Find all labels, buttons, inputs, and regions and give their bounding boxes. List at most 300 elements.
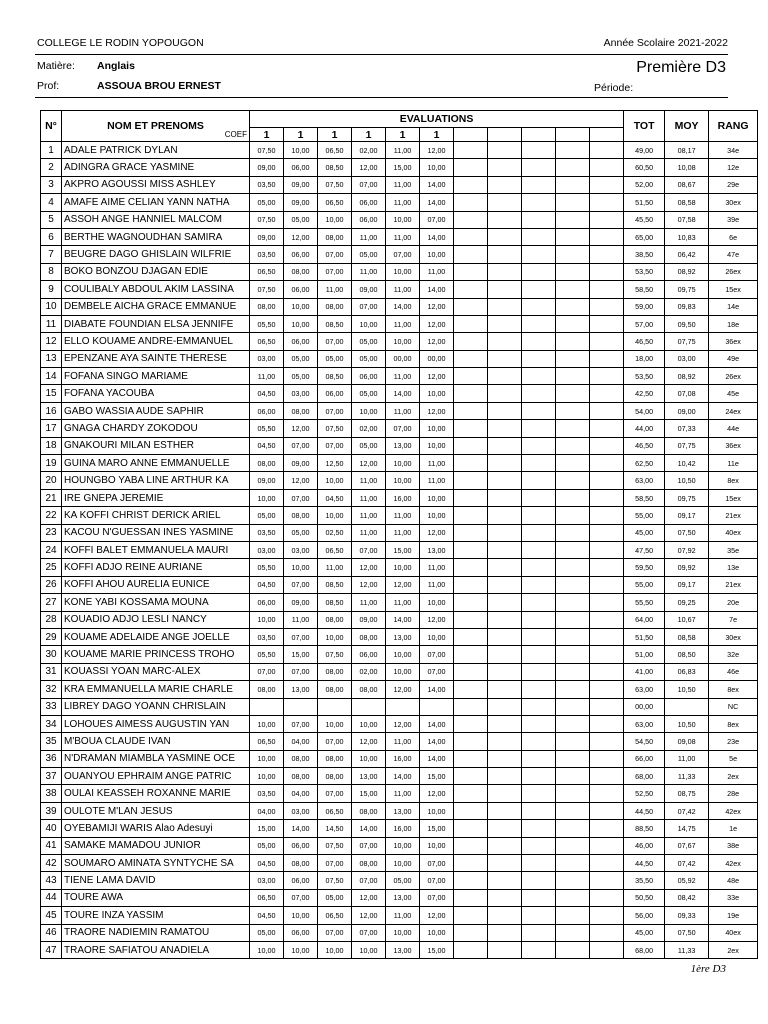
empty-grade-cell — [488, 455, 522, 472]
average-cell: 07,42 — [665, 802, 709, 819]
grade-cell: 04,50 — [250, 385, 284, 402]
grade-cell: 07,00 — [318, 733, 352, 750]
grade-cell: 05,50 — [250, 420, 284, 437]
grade-cell: 06,50 — [318, 802, 352, 819]
student-name: KRA EMMANUELLA MARIE CHARLE — [62, 681, 250, 698]
rank-cell: 36ex — [709, 437, 758, 454]
grade-cell: 07,50 — [318, 646, 352, 663]
grade-cell: 12,00 — [420, 785, 454, 802]
grade-cell: 11,00 — [386, 142, 420, 159]
total-cell: 44,50 — [624, 855, 665, 872]
grade-cell: 07,00 — [420, 889, 454, 906]
student-name: IRE GNEPA JEREMIE — [62, 489, 250, 506]
row-number: 42 — [41, 855, 62, 872]
grade-cell: 10,00 — [284, 315, 318, 332]
row-number: 15 — [41, 385, 62, 402]
total-cell: 42,50 — [624, 385, 665, 402]
grade-cell: 08,00 — [352, 855, 386, 872]
empty-grade-cell — [590, 420, 624, 437]
grade-cell: 13,00 — [386, 437, 420, 454]
rank-cell: 26ex — [709, 263, 758, 280]
grade-cell: 05,00 — [250, 924, 284, 941]
empty-grade-cell — [522, 315, 556, 332]
row-number: 31 — [41, 663, 62, 680]
empty-grade-cell — [590, 402, 624, 419]
grade-cell: 12,00 — [420, 402, 454, 419]
empty-grade-cell — [488, 802, 522, 819]
period-label: Période: — [594, 82, 634, 94]
grade-cell: 12,00 — [284, 228, 318, 245]
total-cell: 51,50 — [624, 628, 665, 645]
tot-header: TOT — [624, 111, 665, 142]
student-name: BEUGRE DAGO GHISLAIN WILFRIE — [62, 246, 250, 263]
empty-grade-cell — [454, 646, 488, 663]
empty-grade-cell — [522, 142, 556, 159]
header-divider-2 — [35, 97, 728, 98]
total-cell: 58,50 — [624, 489, 665, 506]
empty-grade-cell — [454, 611, 488, 628]
grade-cell: 10,00 — [250, 768, 284, 785]
grade-cell: 15,00 — [250, 820, 284, 837]
row-number: 33 — [41, 698, 62, 715]
grade-cell: 14,00 — [420, 281, 454, 298]
grade-cell: 12,00 — [420, 298, 454, 315]
student-name: AKPRO AGOUSSI MISS ASHLEY — [62, 176, 250, 193]
total-cell: 63,00 — [624, 472, 665, 489]
average-cell: 07,67 — [665, 837, 709, 854]
grade-cell: 14,00 — [352, 820, 386, 837]
table-row — [41, 715, 758, 732]
empty-grade-cell — [488, 437, 522, 454]
empty-grade-cell — [522, 402, 556, 419]
student-name: KONE YABI KOSSAMA MOUNA — [62, 594, 250, 611]
empty-grade-cell — [556, 768, 590, 785]
empty-grade-cell — [488, 402, 522, 419]
empty-grade-cell — [556, 455, 590, 472]
grade-cell: 08,00 — [318, 681, 352, 698]
average-cell — [665, 698, 709, 715]
average-cell: 08,17 — [665, 142, 709, 159]
row-number: 23 — [41, 524, 62, 541]
empty-grade-cell — [522, 194, 556, 211]
empty-grade-cell — [522, 646, 556, 663]
grade-cell — [386, 698, 420, 715]
empty-grade-cell — [556, 420, 590, 437]
table-row — [41, 872, 758, 889]
student-name: OULAI KEASSEH ROXANNE MARIE — [62, 785, 250, 802]
grade-cell: 10,00 — [318, 507, 352, 524]
grade-cell: 07,00 — [318, 924, 352, 941]
grade-cell: 07,00 — [318, 855, 352, 872]
empty-grade-cell — [590, 385, 624, 402]
grade-cell: 14,50 — [318, 820, 352, 837]
grade-cell: 06,50 — [318, 142, 352, 159]
empty-grade-cell — [556, 333, 590, 350]
empty-grade-cell — [522, 368, 556, 385]
grade-cell: 10,00 — [386, 263, 420, 280]
rank-cell: 14e — [709, 298, 758, 315]
grade-cell: 08,00 — [284, 507, 318, 524]
empty-grade-cell — [556, 298, 590, 315]
empty-grade-cell — [454, 350, 488, 367]
empty-grade-cell — [454, 489, 488, 506]
empty-grade-cell — [590, 298, 624, 315]
student-name: N'DRAMAN MIAMBLA YASMINE OCE — [62, 750, 250, 767]
empty-grade-cell — [556, 142, 590, 159]
average-cell: 08,75 — [665, 785, 709, 802]
grade-cell: 12,00 — [284, 472, 318, 489]
empty-grade-cell — [454, 628, 488, 645]
grade-cell — [420, 698, 454, 715]
table-row — [41, 802, 758, 819]
table-row — [41, 507, 758, 524]
table-row — [41, 489, 758, 506]
empty-grade-cell — [522, 907, 556, 924]
empty-grade-cell — [488, 385, 522, 402]
row-number: 34 — [41, 715, 62, 732]
empty-grade-cell — [556, 889, 590, 906]
grade-cell: 10,00 — [250, 750, 284, 767]
grade-cell: 15,00 — [284, 646, 318, 663]
grade-cell: 04,50 — [250, 437, 284, 454]
rank-cell: 26ex — [709, 368, 758, 385]
student-name: LIBREY DAGO YOANN CHRISLAIN — [62, 698, 250, 715]
student-name: OYEBAMIJI WARIS Alao Adesuyi — [62, 820, 250, 837]
total-cell: 55,50 — [624, 594, 665, 611]
student-name: COULIBALY ABDOUL AKIM LASSINA — [62, 281, 250, 298]
total-cell: 45,00 — [624, 924, 665, 941]
grade-cell: 07,00 — [284, 628, 318, 645]
empty-grade-cell — [590, 837, 624, 854]
grade-cell: 16,00 — [386, 750, 420, 767]
empty-grade-cell — [522, 263, 556, 280]
student-name: KOUADIO ADJO LESLI NANCY — [62, 611, 250, 628]
empty-grade-cell — [488, 489, 522, 506]
empty-grade-cell — [556, 837, 590, 854]
average-cell: 09,17 — [665, 507, 709, 524]
rank-cell: 21ex — [709, 507, 758, 524]
grade-cell: 11,00 — [284, 611, 318, 628]
grade-cell: 08,50 — [318, 159, 352, 176]
table-row — [41, 142, 758, 159]
table-row — [41, 524, 758, 541]
grade-cell: 11,00 — [386, 594, 420, 611]
empty-grade-cell — [590, 750, 624, 767]
row-number: 47 — [41, 941, 62, 958]
average-cell: 11,33 — [665, 768, 709, 785]
grade-cell: 15,00 — [420, 941, 454, 958]
empty-grade-cell — [522, 941, 556, 958]
grade-cell: 12,00 — [352, 733, 386, 750]
empty-grade-cell — [590, 594, 624, 611]
empty-grade-cell — [590, 889, 624, 906]
grade-cell: 13,00 — [420, 541, 454, 558]
grade-cell — [352, 698, 386, 715]
empty-grade-cell — [488, 768, 522, 785]
empty-grade-cell — [454, 733, 488, 750]
empty-grade-cell — [590, 681, 624, 698]
average-cell: 07,33 — [665, 420, 709, 437]
average-cell: 07,50 — [665, 924, 709, 941]
grade-cell: 10,00 — [250, 941, 284, 958]
grade-cell: 10,00 — [386, 472, 420, 489]
grade-cell: 11,00 — [386, 368, 420, 385]
grade-cell: 03,00 — [284, 541, 318, 558]
table-row — [41, 437, 758, 454]
table-row — [41, 298, 758, 315]
grade-cell: 14,00 — [284, 820, 318, 837]
grade-cell: 08,00 — [250, 298, 284, 315]
empty-grade-cell — [488, 889, 522, 906]
empty-grade-cell — [590, 281, 624, 298]
row-number: 8 — [41, 263, 62, 280]
grade-cell: 14,00 — [420, 715, 454, 732]
row-number: 1 — [41, 142, 62, 159]
grade-cell: 07,00 — [284, 576, 318, 593]
grade-cell: 10,00 — [420, 594, 454, 611]
empty-grade-cell — [522, 855, 556, 872]
grades-body — [41, 142, 758, 959]
grade-cell: 10,00 — [318, 715, 352, 732]
empty-grade-cell — [522, 611, 556, 628]
rank-cell: 28e — [709, 785, 758, 802]
rank-cell: 42ex — [709, 802, 758, 819]
empty-grade-cell — [556, 281, 590, 298]
prof-value: ASSOUA BROU ERNEST — [97, 80, 221, 92]
empty-grade-cell — [522, 820, 556, 837]
rank-cell: 30ex — [709, 194, 758, 211]
row-number: 17 — [41, 420, 62, 437]
empty-grade-cell — [590, 333, 624, 350]
empty-grade-cell — [556, 855, 590, 872]
empty-grade-cell — [454, 402, 488, 419]
empty-grade-cell — [556, 194, 590, 211]
grade-cell: 10,00 — [386, 663, 420, 680]
average-cell: 10,50 — [665, 681, 709, 698]
empty-grade-cell — [454, 768, 488, 785]
row-number: 25 — [41, 559, 62, 576]
total-cell: 46,50 — [624, 437, 665, 454]
grade-cell: 05,00 — [284, 350, 318, 367]
grade-cell: 05,00 — [352, 350, 386, 367]
total-cell: 50,50 — [624, 889, 665, 906]
empty-grade-cell — [590, 941, 624, 958]
row-number: 5 — [41, 211, 62, 228]
footer-class-label: 1ère D3 — [690, 963, 726, 975]
grade-cell: 07,00 — [318, 333, 352, 350]
rank-cell: 20e — [709, 594, 758, 611]
grade-cell: 07,00 — [284, 889, 318, 906]
coef-cell: 1 — [420, 128, 454, 142]
grade-cell: 06,00 — [284, 281, 318, 298]
grade-cell: 07,50 — [318, 837, 352, 854]
grade-cell: 07,00 — [284, 437, 318, 454]
grade-cell: 14,00 — [386, 611, 420, 628]
total-cell: 45,00 — [624, 524, 665, 541]
rank-cell: 47e — [709, 246, 758, 263]
student-name: GNAKOURI MILAN ESTHER — [62, 437, 250, 454]
rank-cell: 1e — [709, 820, 758, 837]
total-cell: 45,50 — [624, 211, 665, 228]
moy-header: MOY — [665, 111, 709, 142]
empty-grade-cell — [522, 246, 556, 263]
rank-cell: 48e — [709, 872, 758, 889]
grade-cell: 09,00 — [352, 281, 386, 298]
average-cell: 10,50 — [665, 715, 709, 732]
grade-cell: 12,00 — [352, 455, 386, 472]
average-cell: 06,83 — [665, 663, 709, 680]
student-name: GNAGA CHARDY ZOKODOU — [62, 420, 250, 437]
grade-cell: 07,00 — [284, 489, 318, 506]
student-name: KA KOFFI CHRIST DERICK ARIEL — [62, 507, 250, 524]
table-row — [41, 472, 758, 489]
grade-cell: 10,00 — [284, 907, 318, 924]
empty-grade-cell — [590, 715, 624, 732]
grade-cell: 10,00 — [420, 489, 454, 506]
rank-cell: 11e — [709, 455, 758, 472]
average-cell: 09,08 — [665, 733, 709, 750]
table-row — [41, 837, 758, 854]
rank-cell: 44e — [709, 420, 758, 437]
table-row — [41, 385, 758, 402]
rank-cell: NC — [709, 698, 758, 715]
grade-cell: 10,00 — [420, 420, 454, 437]
school-name: COLLEGE LE RODIN YOPOUGON — [37, 37, 204, 49]
empty-grade-cell — [522, 628, 556, 645]
grade-cell: 11,00 — [352, 472, 386, 489]
class-title: Première D3 — [636, 59, 726, 76]
average-cell: 07,75 — [665, 333, 709, 350]
average-cell: 06,42 — [665, 246, 709, 263]
grade-cell: 13,00 — [284, 681, 318, 698]
total-cell: 00,00 — [624, 698, 665, 715]
empty-grade-cell — [590, 228, 624, 245]
grade-cell: 06,00 — [250, 594, 284, 611]
table-row — [41, 698, 758, 715]
total-cell: 38,50 — [624, 246, 665, 263]
average-cell: 03,00 — [665, 350, 709, 367]
grade-cell: 04,50 — [318, 489, 352, 506]
student-name: ADINGRA GRACE YASMINE — [62, 159, 250, 176]
average-cell: 09,75 — [665, 281, 709, 298]
grade-cell: 08,00 — [284, 263, 318, 280]
student-name: TRAORE NADIEMIN RAMATOU — [62, 924, 250, 941]
empty-grade-cell — [454, 524, 488, 541]
empty-grade-cell — [556, 263, 590, 280]
grade-cell: 05,00 — [352, 385, 386, 402]
empty-grade-cell — [454, 698, 488, 715]
grade-cell: 11,00 — [420, 455, 454, 472]
empty-grade-cell — [454, 785, 488, 802]
total-cell: 53,50 — [624, 263, 665, 280]
coef-cell — [556, 128, 590, 142]
grade-cell: 10,00 — [250, 611, 284, 628]
empty-grade-cell — [522, 889, 556, 906]
grade-cell: 07,00 — [318, 785, 352, 802]
table-row — [41, 611, 758, 628]
grade-cell: 14,00 — [420, 681, 454, 698]
grade-cell: 02,00 — [352, 142, 386, 159]
empty-grade-cell — [522, 733, 556, 750]
grade-cell: 11,00 — [318, 559, 352, 576]
empty-grade-cell — [556, 924, 590, 941]
grade-cell — [284, 698, 318, 715]
grade-cell: 06,00 — [352, 646, 386, 663]
grade-cell: 12,00 — [352, 159, 386, 176]
table-row — [41, 820, 758, 837]
total-cell: 52,00 — [624, 176, 665, 193]
grade-cell: 11,00 — [420, 263, 454, 280]
grade-cell: 08,00 — [284, 750, 318, 767]
total-cell: 88,50 — [624, 820, 665, 837]
grade-cell: 05,00 — [250, 194, 284, 211]
empty-grade-cell — [522, 472, 556, 489]
row-number: 19 — [41, 455, 62, 472]
empty-grade-cell — [488, 472, 522, 489]
table-row — [41, 176, 758, 193]
empty-grade-cell — [454, 315, 488, 332]
grade-cell: 12,00 — [420, 524, 454, 541]
row-number: 22 — [41, 507, 62, 524]
grade-cell: 10,00 — [420, 802, 454, 819]
student-name: AMAFE AIME CELIAN YANN NATHA — [62, 194, 250, 211]
average-cell: 10,67 — [665, 611, 709, 628]
empty-grade-cell — [522, 159, 556, 176]
grade-cell: 10,00 — [420, 837, 454, 854]
student-name: HOUNGBO YABA LINE ARTHUR KA — [62, 472, 250, 489]
student-name: GUINA MARO ANNE EMMANUELLE — [62, 455, 250, 472]
average-cell: 08,92 — [665, 263, 709, 280]
total-cell: 59,50 — [624, 559, 665, 576]
empty-grade-cell — [488, 315, 522, 332]
empty-grade-cell — [488, 872, 522, 889]
empty-grade-cell — [522, 698, 556, 715]
grade-cell: 11,00 — [386, 315, 420, 332]
total-cell: 51,50 — [624, 194, 665, 211]
grade-cell: 06,00 — [284, 837, 318, 854]
table-row — [41, 576, 758, 593]
grade-cell — [250, 698, 284, 715]
table-row — [41, 768, 758, 785]
coef-cell — [488, 128, 522, 142]
grade-cell: 12,00 — [420, 907, 454, 924]
empty-grade-cell — [488, 281, 522, 298]
grade-cell: 10,00 — [352, 402, 386, 419]
grade-cell: 10,00 — [318, 472, 352, 489]
table-row — [41, 246, 758, 263]
row-number: 24 — [41, 541, 62, 558]
table-row — [41, 594, 758, 611]
grade-cell: 02,00 — [352, 420, 386, 437]
student-name: TOURE AWA — [62, 889, 250, 906]
row-number: 27 — [41, 594, 62, 611]
grade-cell: 07,50 — [318, 420, 352, 437]
total-cell: 60,50 — [624, 159, 665, 176]
student-name: KOFFI AHOU AURELIA EUNICE — [62, 576, 250, 593]
grade-cell: 04,00 — [250, 802, 284, 819]
row-number: 9 — [41, 281, 62, 298]
row-number: 11 — [41, 315, 62, 332]
grade-cell: 08,00 — [352, 681, 386, 698]
empty-grade-cell — [556, 750, 590, 767]
empty-grade-cell — [556, 785, 590, 802]
empty-grade-cell — [522, 837, 556, 854]
grade-cell: 03,50 — [250, 246, 284, 263]
grade-cell: 05,00 — [250, 837, 284, 854]
grade-cell: 07,00 — [284, 715, 318, 732]
empty-grade-cell — [556, 507, 590, 524]
grade-cell: 08,50 — [318, 594, 352, 611]
